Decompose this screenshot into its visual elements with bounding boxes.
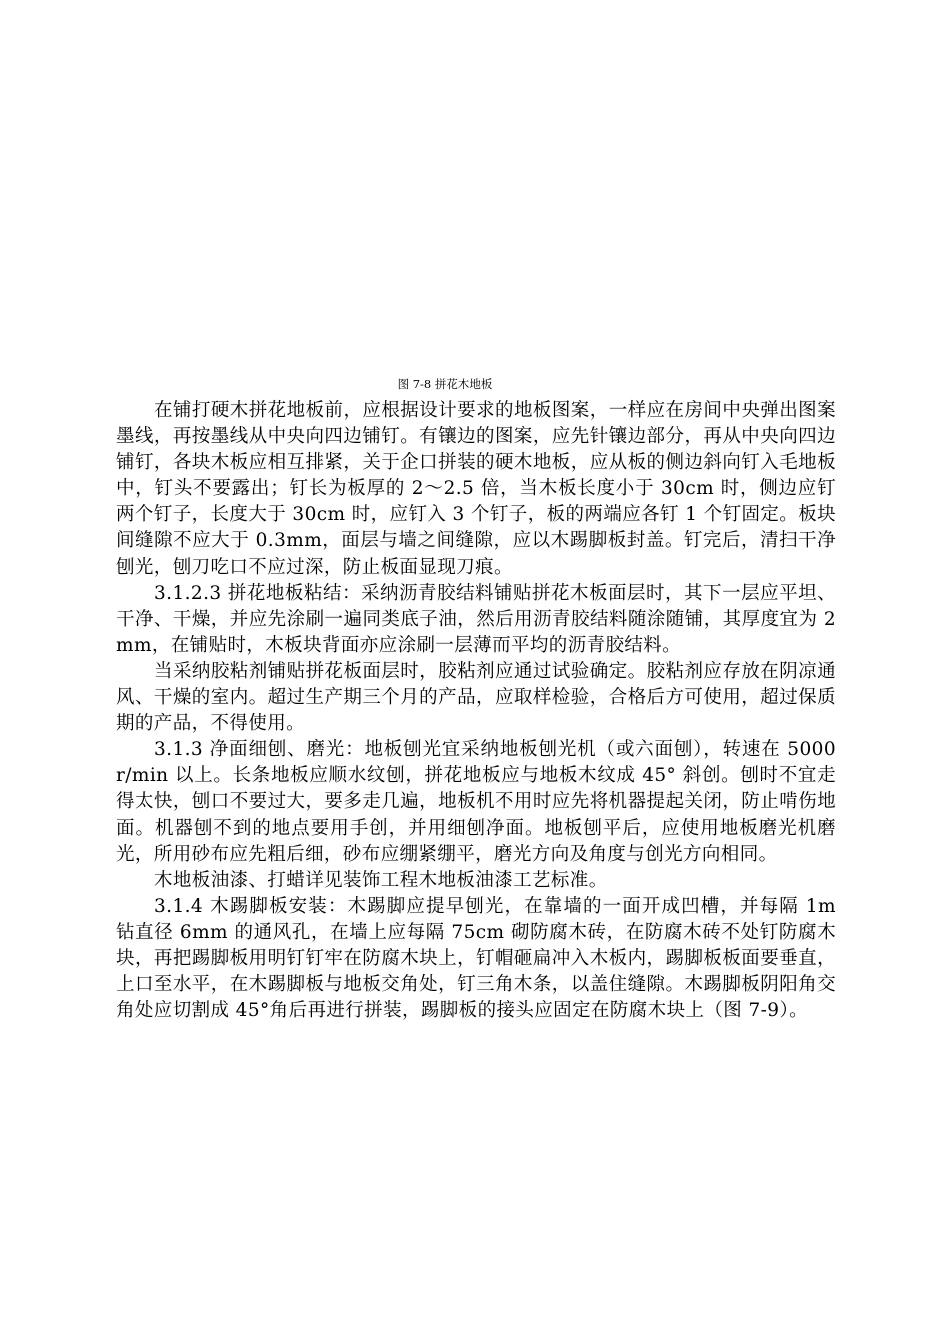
paragraph-3-1-3: 3.1.3 净面细刨、磨光：地板刨光宜采纳地板刨光机（或六面刨），转速在 5000r/min 以上。长条地板应顺水纹刨，拼花地板应与地板木纹成 45° 斜创。刨时不宜走得太快，刨口不要过大，要多走几遍，地板机不用时应先将机器提起关闭，防止啃伤地面。机器刨不到的地点要用手创，并用细刨净面。地板刨平后，应使用地板磨光机磨光，所用砂布应先粗后细，砂布应绷紧绷平，磨光方向及角度与创光方向相同。 bbox=[116, 739, 836, 865]
paragraph-painting-waxing: 木地板油漆、打蜡详见装饰工程木地板油漆工艺标准。 bbox=[154, 869, 608, 891]
paragraph-adhesive: 当采纳胶粘剂铺贴拼花板面层时，胶粘剂应通过试验确定。胶粘剂应存放在阴凉通风、干燥的室内。超过生产期三个月的产品，应取样检验，合格后方可使用，超过保质期的产品，不得使用。 bbox=[116, 660, 836, 735]
figure-caption: 图 7-8 拼花木地板 bbox=[397, 377, 493, 391]
paragraph-3-1-4: 3.1.4 木踢脚板安装：木踢脚应提早刨光，在靠墙的一面开成凹槽，并每隔 1m 钻直径 6mm 的通风孔，在墙上应每隔 75cm 砌防腐木砖，在防腐木砖不处钉防腐木块，再把踢脚板用明钉钉牢在防腐木块上，钉帽砸扁冲入木板内，踢脚板板面要垂直，上口至水平，在木踢脚板与地板交角处，钉三角木条，以盖住缝隙。木踢脚板阴阳角交角处应切割成 45°角后再进行拼装，踢脚板的接头应固定在防腐木块上（图 7-9）。 bbox=[116, 895, 836, 1022]
body-text bbox=[116, 398, 836, 1024]
paragraph-flooring-nailing: 在铺打硬木拼花地板前，应根据设计要求的地板图案，一样应在房间中央弹出图案墨线，再按墨线从中央向四边铺钉。有镶边的图案，应先针镶边部分，再从中央向四边铺钉，各块木板应相互排紧，关于企口拼装的硬木地板，应从板的侧边斜向钉入毛地板中，钉头不要露出；钉长为板厚的 2～2.5 倍，当木板长度小于 30cm 时，侧边应钉两个钉子，长度大于 30cm 时，应钉入 3 个钉子，板的两端应各钉 1 个钉固定。板块间缝隙不应大于 0.3mm，面层与墙之间缝隙，应以木踢脚板封盖。钉完后，清扫干净刨光，刨刀吃口不应过深，防止板面显现刀痕。 bbox=[116, 400, 836, 578]
paragraph-3-1-2-3: 3.1.2.3 拼花地板粘结：采纳沥青胶结料铺贴拼花木板面层时，其下一层应平坦、干净、干燥，并应先涂刷一遍同类底子油，然后用沥青胶结料随涂随铺，其厚度宜为 2mm，在铺贴时，木板块背面亦应涂刷一层薄而平均的沥青胶结料。 bbox=[116, 582, 836, 656]
